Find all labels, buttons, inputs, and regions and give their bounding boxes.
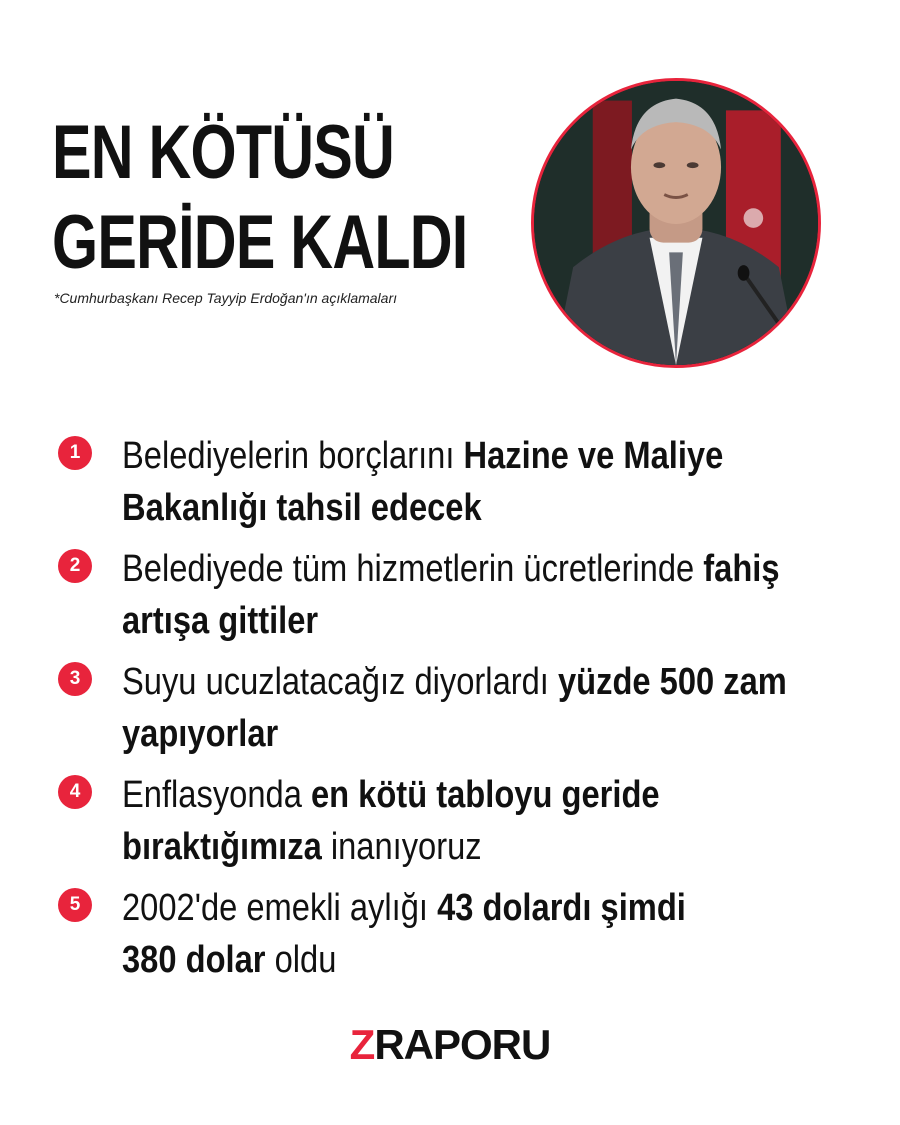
- statement-item: [58, 543, 858, 656]
- statement-text-normal: oldu: [265, 939, 337, 981]
- statement-text-bold: yapıyorlar: [122, 713, 279, 755]
- statement-text-normal: 2002'de emekli aylığı: [122, 887, 438, 929]
- brand-logo-z: Z: [349, 1021, 375, 1068]
- statement-item: [58, 882, 858, 995]
- statement-text-bold: Hazine ve Maliye: [463, 435, 724, 477]
- statement-text-bold: bıraktığımıza: [122, 826, 322, 868]
- headline-line-2: GERİDE KALDI: [52, 200, 468, 285]
- statement-text: [122, 543, 793, 647]
- statement-list: [58, 430, 858, 995]
- number-badge: 5: [58, 888, 92, 922]
- number-badge: 3: [58, 662, 92, 696]
- speaker-portrait: [531, 78, 821, 368]
- statement-text: [122, 430, 793, 534]
- statement-item: [58, 430, 858, 543]
- statement-text-bold: fahiş: [703, 548, 780, 590]
- statement-text: [122, 882, 793, 986]
- statement-text-bold: en kötü tabloyu geride: [310, 774, 660, 816]
- statement-item: [58, 656, 858, 769]
- number-badge: 4: [58, 775, 92, 809]
- statement-text-bold: yüzde 500 zam: [557, 661, 787, 703]
- brand-logo-text: RAPORU: [374, 1021, 551, 1068]
- statement-text-bold: artışa gittiler: [122, 600, 319, 642]
- statement-text-bold: Bakanlığı tahsil edecek: [122, 487, 482, 529]
- statement-text-normal: Suyu ucuzlatacağız diyorlardı: [122, 661, 558, 703]
- headline-line-1: EN KÖTÜSÜ: [52, 110, 395, 195]
- statement-text: [122, 656, 793, 760]
- statement-text-normal: inanıyoruz: [321, 826, 482, 868]
- statement-text-normal: Belediyede tüm hizmetlerin ücretlerinde: [122, 548, 704, 590]
- number-badge: 1: [58, 436, 92, 470]
- statement-text-normal: Enflasyonda: [122, 774, 311, 816]
- statement-text-bold: 380 dolar: [122, 939, 266, 981]
- statement-text-bold: 43 dolardı şimdi: [437, 887, 686, 929]
- statement-item: [58, 769, 858, 882]
- brand-logo: [0, 1020, 900, 1070]
- headline: [52, 108, 489, 288]
- statement-text-normal: Belediyelerin borçlarını: [122, 435, 464, 477]
- number-badge: 2: [58, 549, 92, 583]
- portrait-illustration: [534, 81, 818, 365]
- statement-text: [122, 769, 793, 873]
- source-footnote: *Cumhurbaşkanı Recep Tayyip Erdoğan'ın açıklamaları: [54, 290, 397, 306]
